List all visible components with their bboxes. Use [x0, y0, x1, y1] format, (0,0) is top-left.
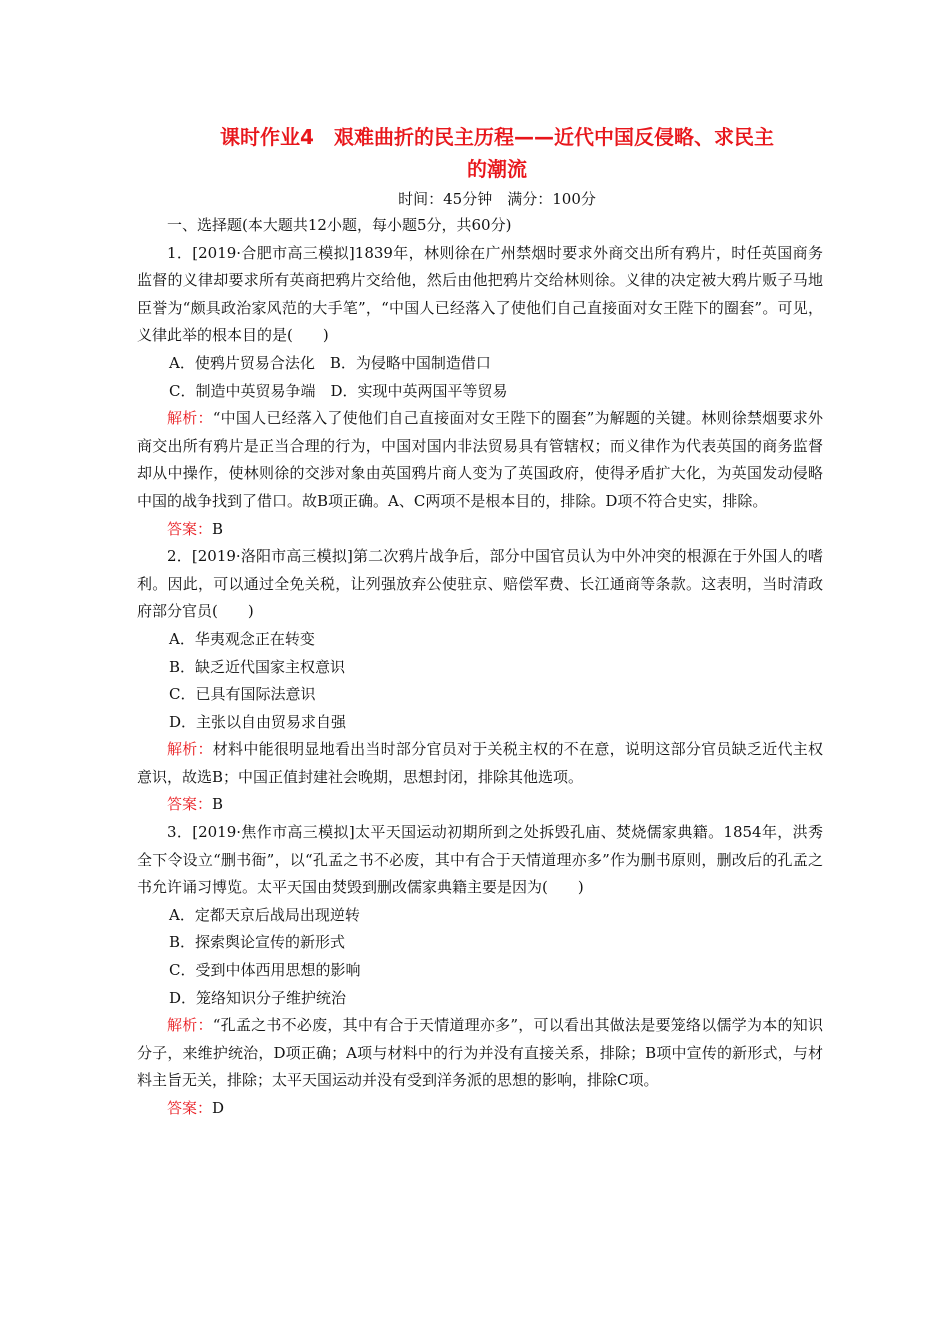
question-block [137, 543, 823, 819]
analysis-text: “孔孟之书不必废，其中有合于天情道理亦多”，可以看出其做法是要笼络以儒学为本的知识分子，来维护统治，D项正确；A项与材料中的行为并没有直接关系，排除；B项中宣传的新形式，与材料主旨无关，排除；太平天国运动并没有受到洋务派的思想的影响，排除C项。 [137, 1016, 823, 1090]
document-body [137, 212, 823, 1123]
title-line-2: 的潮流 [467, 157, 527, 181]
analysis-label: 解析： [167, 1016, 213, 1035]
question-option: A．使鸦片贸易合法化 B．为侵略中国制造借口 [169, 353, 491, 372]
section-heading: 一、选择题(本大题共12小题，每小题5分，共60分) [167, 216, 512, 234]
question-option: C．制造中英贸易争端 D．实现中英两国平等贸易 [169, 381, 508, 400]
question-option: A．华夷观念正在转变 [169, 629, 315, 648]
question-option: D．主张以自由贸易求自强 [169, 712, 347, 731]
question-option: D．笼络知识分子维护统治 [169, 988, 347, 1007]
analysis-label: 解析： [167, 409, 213, 428]
answer-label: 答案： [167, 519, 213, 538]
question-stem: 2．[2019·洛阳市高三模拟]第二次鸦片战争后，部分中国官员认为中外冲突的根源在于外国人的嗜利。因此，可以通过全免关税，让列强放弃公使驻京、赔偿军费、长江通商等条款。这表明，当时清政府部分官员( ) [137, 547, 823, 621]
question-block [137, 819, 823, 1123]
analysis-text: “中国人已经落入了使他们自己直接面对女王陛下的圈套”为解题的关键。林则徐禁烟要求外商交出所有鸦片是正当合理的行为，中国对国内非法贸易具有管辖权；而义律作为代表英国的商务监督却从中操作，使林则徐的交涉对象由英国鸦片商人变为了英国政府，使得矛盾扩大化，为英国发动侵略中国的战争找到了借口。故B项正确。A、C两项不是根本目的，排除。D项不符合史实，排除。 [137, 409, 823, 510]
answer-line [137, 791, 823, 819]
analysis-label: 解析： [167, 740, 213, 759]
analysis-paragraph [137, 1012, 823, 1095]
answer-line [137, 516, 823, 544]
analysis-text: 材料中能很明显地看出当时部分官员对于关税主权的不在意，说明这部分官员缺乏近代主权意识，故选B；中国正值封建社会晚期，思想封闭，排除其他选项。 [137, 740, 823, 786]
answer-value: D [212, 1099, 225, 1117]
question-option: A．定都天京后战局出现逆转 [169, 905, 360, 924]
answer-line [137, 1095, 823, 1123]
analysis-paragraph [137, 405, 823, 515]
question-option: C．已具有国际法意识 [169, 685, 316, 704]
answer-value: B [212, 795, 224, 814]
analysis-paragraph [137, 736, 823, 791]
answer-value: B [212, 519, 224, 538]
question-option: B．缺乏近代国家主权意识 [169, 657, 346, 676]
question-option: C．受到中体西用思想的影响 [169, 961, 361, 980]
question-stem: 1．[2019·合肥市高三模拟]1839年，林则徐在广州禁烟时要求外商交出所有鸦片，时任英国商务监督的义律却要求所有英商把鸦片交给他，然后由他把鸦片交给林则徐。义律的决定被大鸦片贩子马地臣誉为“颇具政治家风范的大手笔”，“中国人已经落入了使他们自己直接面对女王陛下的圈套”。可见，义律此举的根本目的是( ) [137, 243, 823, 345]
time-score-info: 时间：45分钟 满分：100分 [398, 190, 596, 208]
question-stem: 3．[2019·焦作市高三模拟]太平天国运动初期所到之处拆毁孔庙、焚烧儒家典籍。1854年，洪秀全下令设立“删书衙”，以“孔孟之书不必废，其中有合于天情道理亦多”作为删书原则，删改后的孔孟之书允许诵习博览。太平天国由焚毁到删改儒家典籍主要是因为( ) [137, 823, 823, 897]
answer-label: 答案： [167, 795, 213, 814]
question-option: B．探索舆论宣传的新形式 [169, 933, 346, 952]
title-line-1: 课时作业4 艰难曲折的民主历程——近代中国反侵略、求民主 [220, 125, 774, 149]
question-block [137, 240, 823, 544]
answer-label: 答案： [167, 1099, 213, 1117]
